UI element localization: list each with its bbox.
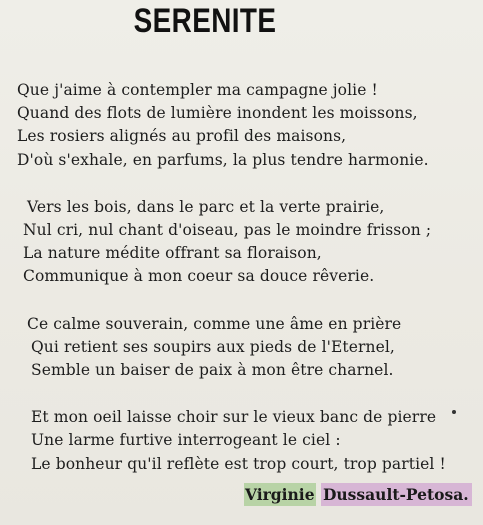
poem-body [15, 79, 475, 500]
print-speck [452, 410, 456, 414]
poem-line: Et mon oeil laisse choir sur le vieux banc de pierre [31, 408, 437, 427]
poem-line: Semble un baiser de paix à mon être charnel. [31, 361, 394, 380]
author-signature [244, 485, 472, 504]
poem-line: La nature médite offrant sa floraison, [23, 244, 322, 263]
stanza-4 [15, 406, 475, 476]
poem-line: Vers les bois, dans le parc et la verte prairie, [27, 197, 385, 216]
poem-line: Qui retient ses soupirs aux pieds de l'Eternel, [31, 337, 395, 356]
author-first-name: Virginie [245, 485, 315, 504]
poem-line: Communique à mon coeur sa douce rêverie. [23, 267, 375, 286]
poem-title: SERENITE [133, 2, 277, 40]
stanza-2 [15, 196, 475, 289]
stanza-1 [15, 79, 475, 172]
poem-line: Que j'aime à contempler ma campagne jolie ! [17, 81, 378, 99]
poem-line: Une larme furtive interrogeant le ciel : [31, 431, 341, 450]
poem-line: Ce calme souverain, comme une âme en prière [27, 314, 402, 333]
poem-line: Les rosiers alignés au profil des maisons, [17, 127, 347, 146]
poem-line: Le bonheur qu'il reflète est trop court, trop partiel ! [31, 454, 446, 473]
poem-line: D'où s'exhale, en parfums, la plus tendre harmonie. [17, 150, 429, 169]
poem-line: Quand des flots de lumière inondent les moissons, [17, 104, 418, 123]
stanza-3 [15, 313, 475, 383]
poem-line: Nul cri, nul chant d'oiseau, pas le moindre frisson ; [23, 221, 432, 240]
author-last-name: Dussault-Petosa. [321, 483, 472, 506]
